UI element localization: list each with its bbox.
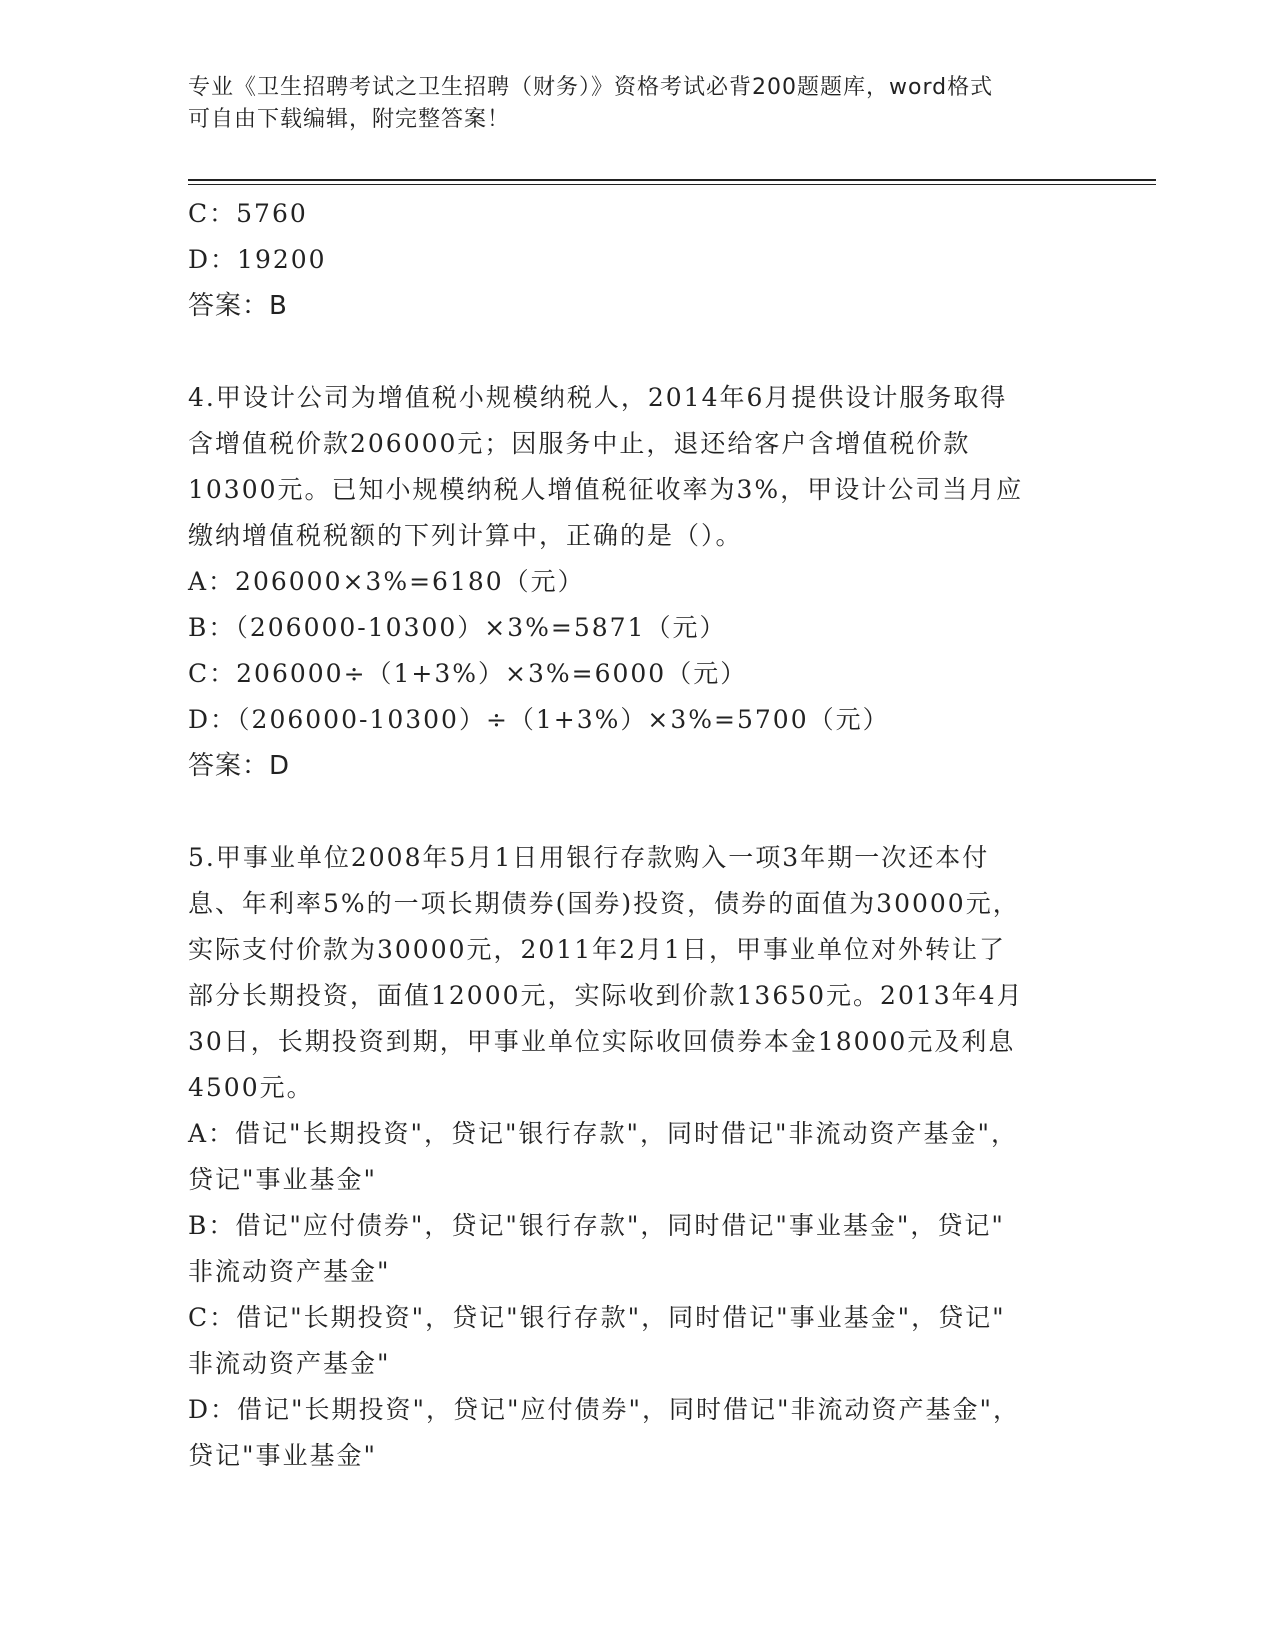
header-rule-thick <box>188 179 1156 181</box>
q4-option-a: A：206000×3%=6180（元） <box>188 567 585 596</box>
page-header <box>188 72 1068 136</box>
q5-option-b-line-2: 非流动资产基金" <box>188 1257 391 1286</box>
q5-text-line-2: 息、年利率5%的一项长期债券(国券)投资，债券的面值为30000元， <box>188 889 1020 918</box>
q3-option-c: C：5760 <box>188 199 308 228</box>
q5-option-c-line-2: 非流动资产基金" <box>188 1349 391 1378</box>
header-rule-thin <box>188 184 1156 185</box>
spacer <box>188 329 1078 375</box>
document-body <box>188 191 1078 1479</box>
q5-text-line-3: 实际支付价款为30000元，2011年2月1日，甲事业单位对外转让了 <box>188 935 1006 964</box>
q5-option-c-line-1: C：借记"长期投资"，贷记"银行存款"，同时借记"事业基金"，贷记" <box>188 1303 1006 1332</box>
q5-option-d-line-2: 贷记"事业基金" <box>188 1441 377 1470</box>
q4-text-line-1: 4.甲设计公司为增值税小规模纳税人，2014年6月提供设计服务取得 <box>188 383 1008 412</box>
q4-answer: 答案：D <box>188 751 291 781</box>
q4-text-line-3: 10300元。已知小规模纳税人增值税征收率为3%，甲设计公司当月应 <box>188 475 1024 504</box>
q3-option-d: D：19200 <box>188 245 327 274</box>
q5-option-a-line-2: 贷记"事业基金" <box>188 1165 377 1194</box>
question-5 <box>188 835 1078 1479</box>
q4-text-line-4: 缴纳增值税税额的下列计算中，正确的是（）。 <box>188 521 743 550</box>
q5-option-d-line-1: D：借记"长期投资"，贷记"应付债券"，同时借记"非流动资产基金"， <box>188 1395 1021 1424</box>
q4-option-d: D：（206000-10300）÷（1+3%）×3%=5700（元） <box>188 705 890 734</box>
question-3-tail <box>188 191 1078 329</box>
q5-option-b-line-1: B：借记"应付债券"，贷记"银行存款"，同时借记"事业基金"，贷记" <box>188 1211 1005 1240</box>
header-title-line-1: 专业《卫生招聘考试之卫生招聘（财务）》资格考试必背200题题库，word格式 <box>188 75 994 100</box>
spacer <box>188 789 1078 835</box>
q5-option-a-line-1: A：借记"长期投资"，贷记"银行存款"，同时借记"非流动资产基金"， <box>188 1119 1019 1148</box>
q5-text-line-4: 部分长期投资，面值12000元，实际收到价款13650元。2013年4月 <box>188 981 1024 1010</box>
q5-text-line-6: 4500元。 <box>188 1073 314 1102</box>
q4-text-line-2: 含增值税价款206000元；因服务中止，退还给客户含增值税价款 <box>188 429 971 458</box>
q3-answer: 答案：B <box>188 291 288 321</box>
question-4 <box>188 375 1078 789</box>
q4-option-b: B：（206000-10300）×3%=5871（元） <box>188 613 727 642</box>
q5-text-line-1: 5.甲事业单位2008年5月1日用银行存款购入一项3年期一次还本付 <box>188 843 990 872</box>
header-title-line-2: 可自由下载编辑，附完整答案！ <box>188 107 511 132</box>
q5-text-line-5: 30日，长期投资到期，甲事业单位实际收回债券本金18000元及利息 <box>188 1027 1016 1056</box>
q4-option-c: C：206000÷（1+3%）×3%=6000（元） <box>188 659 748 688</box>
